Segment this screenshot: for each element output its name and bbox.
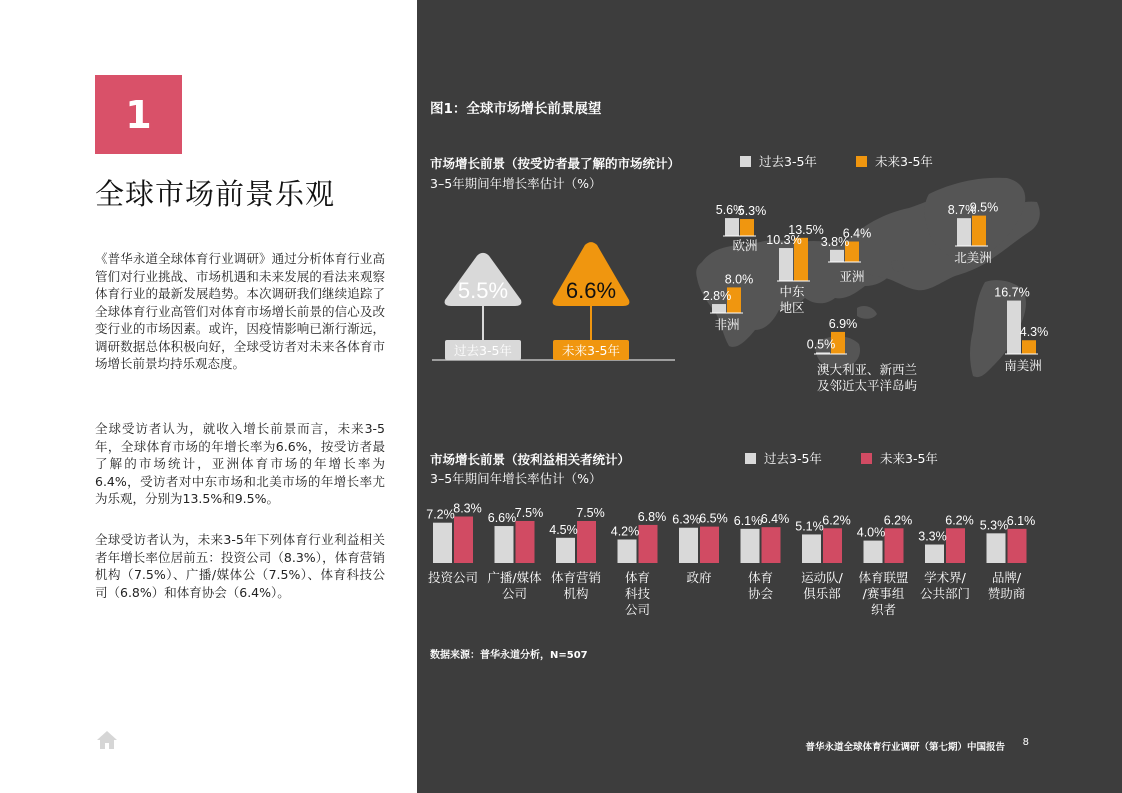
stakeholder-legend-future xyxy=(861,449,938,467)
stakeholder-category-label: 机构 xyxy=(563,586,589,601)
stakeholder-bar-future xyxy=(516,521,535,563)
page-number: 8 xyxy=(1022,737,1029,748)
stakeholder-value-past: 3.3% xyxy=(918,529,947,544)
region-bar-future xyxy=(972,216,986,246)
region-label: 非洲 xyxy=(714,317,740,332)
region-bar-past xyxy=(725,218,739,236)
stakeholder-bar-future xyxy=(885,528,904,563)
region-legend-future xyxy=(856,152,933,170)
region-bar-past xyxy=(712,304,726,313)
global-gauge xyxy=(432,242,675,360)
stakeholder-category-label: 体育营销 xyxy=(550,570,602,585)
stakeholder-category-label: 运动队/ xyxy=(801,570,843,585)
legend-label-future: 未来3-5年 xyxy=(875,154,933,169)
legend-swatch-future xyxy=(856,156,867,167)
stakeholder-value-past: 5.3% xyxy=(979,518,1009,533)
stakeholder-value-future: 6.1% xyxy=(1006,513,1036,528)
stakeholder-category-label: 品牌/ xyxy=(991,570,1022,585)
stakeholder-bar-past xyxy=(679,528,698,563)
region-label: 及邻近太平洋岛屿 xyxy=(816,378,918,393)
stakeholder-bar-future xyxy=(577,521,596,563)
stakeholder-bar-future xyxy=(639,525,658,563)
stakeholder-chart-title: 市场增长前景（按利益相关者统计） xyxy=(430,452,631,467)
region-value-future: 6.4% xyxy=(842,226,872,241)
stakeholder-bar-past xyxy=(741,529,760,563)
stakeholder-bar-past xyxy=(433,523,452,563)
footer-title: 普华永道全球体育行业调研（第七期）中国报告 xyxy=(805,742,1005,753)
stakeholder-category-label: 公司 xyxy=(624,602,651,617)
region-bar-past xyxy=(957,218,971,246)
region-chart-subtitle: 3–5年期间年增长率估计（%） xyxy=(430,176,602,191)
stakeholder-bar-future xyxy=(946,528,965,563)
region-value-past: 0.5% xyxy=(806,337,836,352)
region-label: 亚洲 xyxy=(839,269,865,284)
stakeholder-category-label: 公司 xyxy=(501,586,528,601)
stakeholder-value-future: 6.2% xyxy=(822,513,851,528)
region-value-future: 6.9% xyxy=(828,316,858,331)
stakeholder-category-label: 广播/媒体 xyxy=(487,570,542,585)
stakeholder-bar-future xyxy=(454,517,473,563)
data-source: 数据来源：普华永道分析，N=507 xyxy=(430,650,588,661)
stakeholder-legend-past xyxy=(745,449,822,467)
stakeholder-category-label: 政府 xyxy=(686,570,712,585)
stakeholder-bar-past xyxy=(864,541,883,563)
stakeholder-bars xyxy=(426,502,1035,617)
paragraph-stakeholders: 全球受访者认为，未来3-5年下列体育行业利益相关者年增长率位居前五：投资公司（8.3%），体育营销机构（7.5%）、广播/媒体公（7.5%）、体育科技公司（6.8%）和体育协会（6.4%）。 xyxy=(95,532,385,600)
stakeholder-category-label: /赛事组 xyxy=(862,586,905,601)
region-value-past: 3.8% xyxy=(820,234,850,249)
stakeholder-bar-future xyxy=(1008,529,1027,563)
stakeholder-value-future: 6.8% xyxy=(637,509,667,524)
stakeholder-value-past: 5.1% xyxy=(795,519,824,534)
region-legend-past xyxy=(740,152,817,170)
stakeholder-category-label: 体育联盟 xyxy=(858,570,909,585)
stakeholder-value-past: 6.6% xyxy=(487,511,517,526)
region-value-past: 2.8% xyxy=(702,289,732,304)
region-label: 澳大利亚、新西兰 xyxy=(816,362,918,377)
region-chart-title: 市场增长前景（按受访者最了解的市场统计） xyxy=(430,156,681,171)
stakeholder-bar-past xyxy=(556,538,575,563)
stakeholder-bar-past xyxy=(987,533,1006,563)
paragraph-regions: 全球受访者认为，就收入增长前景而言，未来3-5年，全球体育市场的年增长率为6.6%，按受访者最了解的市场统计，亚洲体育市场的年增长率为6.4%，受访者对中东市场和北美市场的年增长率尤为乐观，分别为13.5%和9.5%。 xyxy=(95,421,385,506)
stakeholder-value-future: 6.2% xyxy=(945,513,974,528)
region-value-future: 9.5% xyxy=(969,200,999,215)
legend-swatch-past xyxy=(745,453,756,464)
stakeholder-bar-past xyxy=(495,526,514,563)
stakeholder-category-label: 投资公司 xyxy=(427,570,479,585)
figure-title: 图1：全球市场增长前景展望 xyxy=(430,101,602,117)
region-value-past: 5.6% xyxy=(715,203,745,218)
stakeholder-value-future: 6.5% xyxy=(699,511,728,526)
stakeholder-value-future: 7.5% xyxy=(576,506,605,520)
stakeholder-value-past: 6.3% xyxy=(672,512,701,527)
legend-label-past: 过去3-5年 xyxy=(759,154,817,169)
legend-label-future: 未来3-5年 xyxy=(880,451,938,466)
stakeholder-bar-future xyxy=(762,527,781,563)
region-value-future: 4.3% xyxy=(1019,325,1049,340)
region-label: 南美洲 xyxy=(1004,358,1042,373)
legend-swatch-past xyxy=(740,156,751,167)
stakeholder-category-label: 科技 xyxy=(624,586,651,601)
left-panel xyxy=(0,0,417,793)
stakeholder-value-past: 4.5% xyxy=(549,522,578,537)
section-title: 全球市场前景乐观 xyxy=(95,177,336,211)
legend-label-past: 过去3-5年 xyxy=(764,451,822,466)
section-number: 1 xyxy=(95,75,182,154)
stakeholder-category-label: 赞助商 xyxy=(987,586,1026,601)
stakeholder-category-label: 体育 xyxy=(747,570,774,585)
stakeholder-bar-past xyxy=(802,534,821,563)
region-value-future: 5.3% xyxy=(737,204,767,219)
legend-swatch-future xyxy=(861,453,872,464)
stakeholder-value-past: 4.2% xyxy=(610,524,640,539)
region-label: 欧洲 xyxy=(732,238,758,253)
stakeholder-bar-future xyxy=(700,527,719,563)
stakeholder-value-past: 7.2% xyxy=(426,507,455,522)
stakeholder-value-future: 8.3% xyxy=(453,501,482,516)
stakeholder-category-label: 公共部门 xyxy=(919,586,971,601)
region-bar-future xyxy=(740,219,754,236)
stakeholder-category-label: 协会 xyxy=(747,586,774,601)
region-label: 北美洲 xyxy=(954,250,992,265)
region-value-past: 16.7% xyxy=(994,285,1030,300)
region-value-future: 8.0% xyxy=(724,272,754,287)
stakeholder-category-label: 俱乐部 xyxy=(803,586,841,601)
stakeholder-bar-past xyxy=(618,539,637,563)
global-past-value: 5.5% xyxy=(457,278,509,303)
region-bar-future xyxy=(1022,340,1036,354)
stakeholder-category-label: 学术界/ xyxy=(924,570,966,585)
stakeholder-value-past: 6.1% xyxy=(733,513,763,528)
stakeholder-category-label: 体育 xyxy=(624,570,651,585)
home-icon[interactable] xyxy=(96,730,118,750)
region-bar-past xyxy=(830,250,844,262)
global-future-value: 6.6% xyxy=(565,278,617,303)
right-panel xyxy=(417,0,1122,793)
region-value-past: 10.3% xyxy=(766,233,802,248)
global-past-label: 过去3-5年 xyxy=(454,343,512,358)
stakeholder-chart-subtitle: 3–5年期间年增长率估计（%） xyxy=(430,471,602,486)
region-label: 地区 xyxy=(779,300,805,315)
stakeholder-value-future: 6.2% xyxy=(883,513,913,528)
region-bar-past xyxy=(779,248,793,281)
region-value-future: 13.5% xyxy=(788,222,824,237)
stakeholder-bar-future xyxy=(823,528,842,563)
region-value-past: 8.7% xyxy=(947,203,977,218)
chart-canvas xyxy=(417,0,1122,793)
stakeholder-value-past: 4.0% xyxy=(856,525,886,540)
stakeholder-value-future: 7.5% xyxy=(514,506,544,520)
stakeholder-bar-past xyxy=(925,545,944,563)
region-label: 中东 xyxy=(779,284,805,299)
stakeholder-value-future: 6.4% xyxy=(760,512,790,527)
stakeholder-category-label: 织者 xyxy=(870,602,897,617)
paragraph-intro: 《普华永道全球体育行业调研》通过分析体育行业高管们对行业挑战、市场机遇和未来发展的看法来观察体育行业的最新发展趋势。本次调研我们继续追踪了全球体育行业高管们对体育市场增长前景的信心及改变行业的市场因素。或许，因疫情影响已渐行渐远，调研数据总体积极向好，全球受访者对未来各体育市场增长前景均持乐观态度。 xyxy=(95,251,385,371)
global-future-label: 未来3-5年 xyxy=(562,343,620,358)
